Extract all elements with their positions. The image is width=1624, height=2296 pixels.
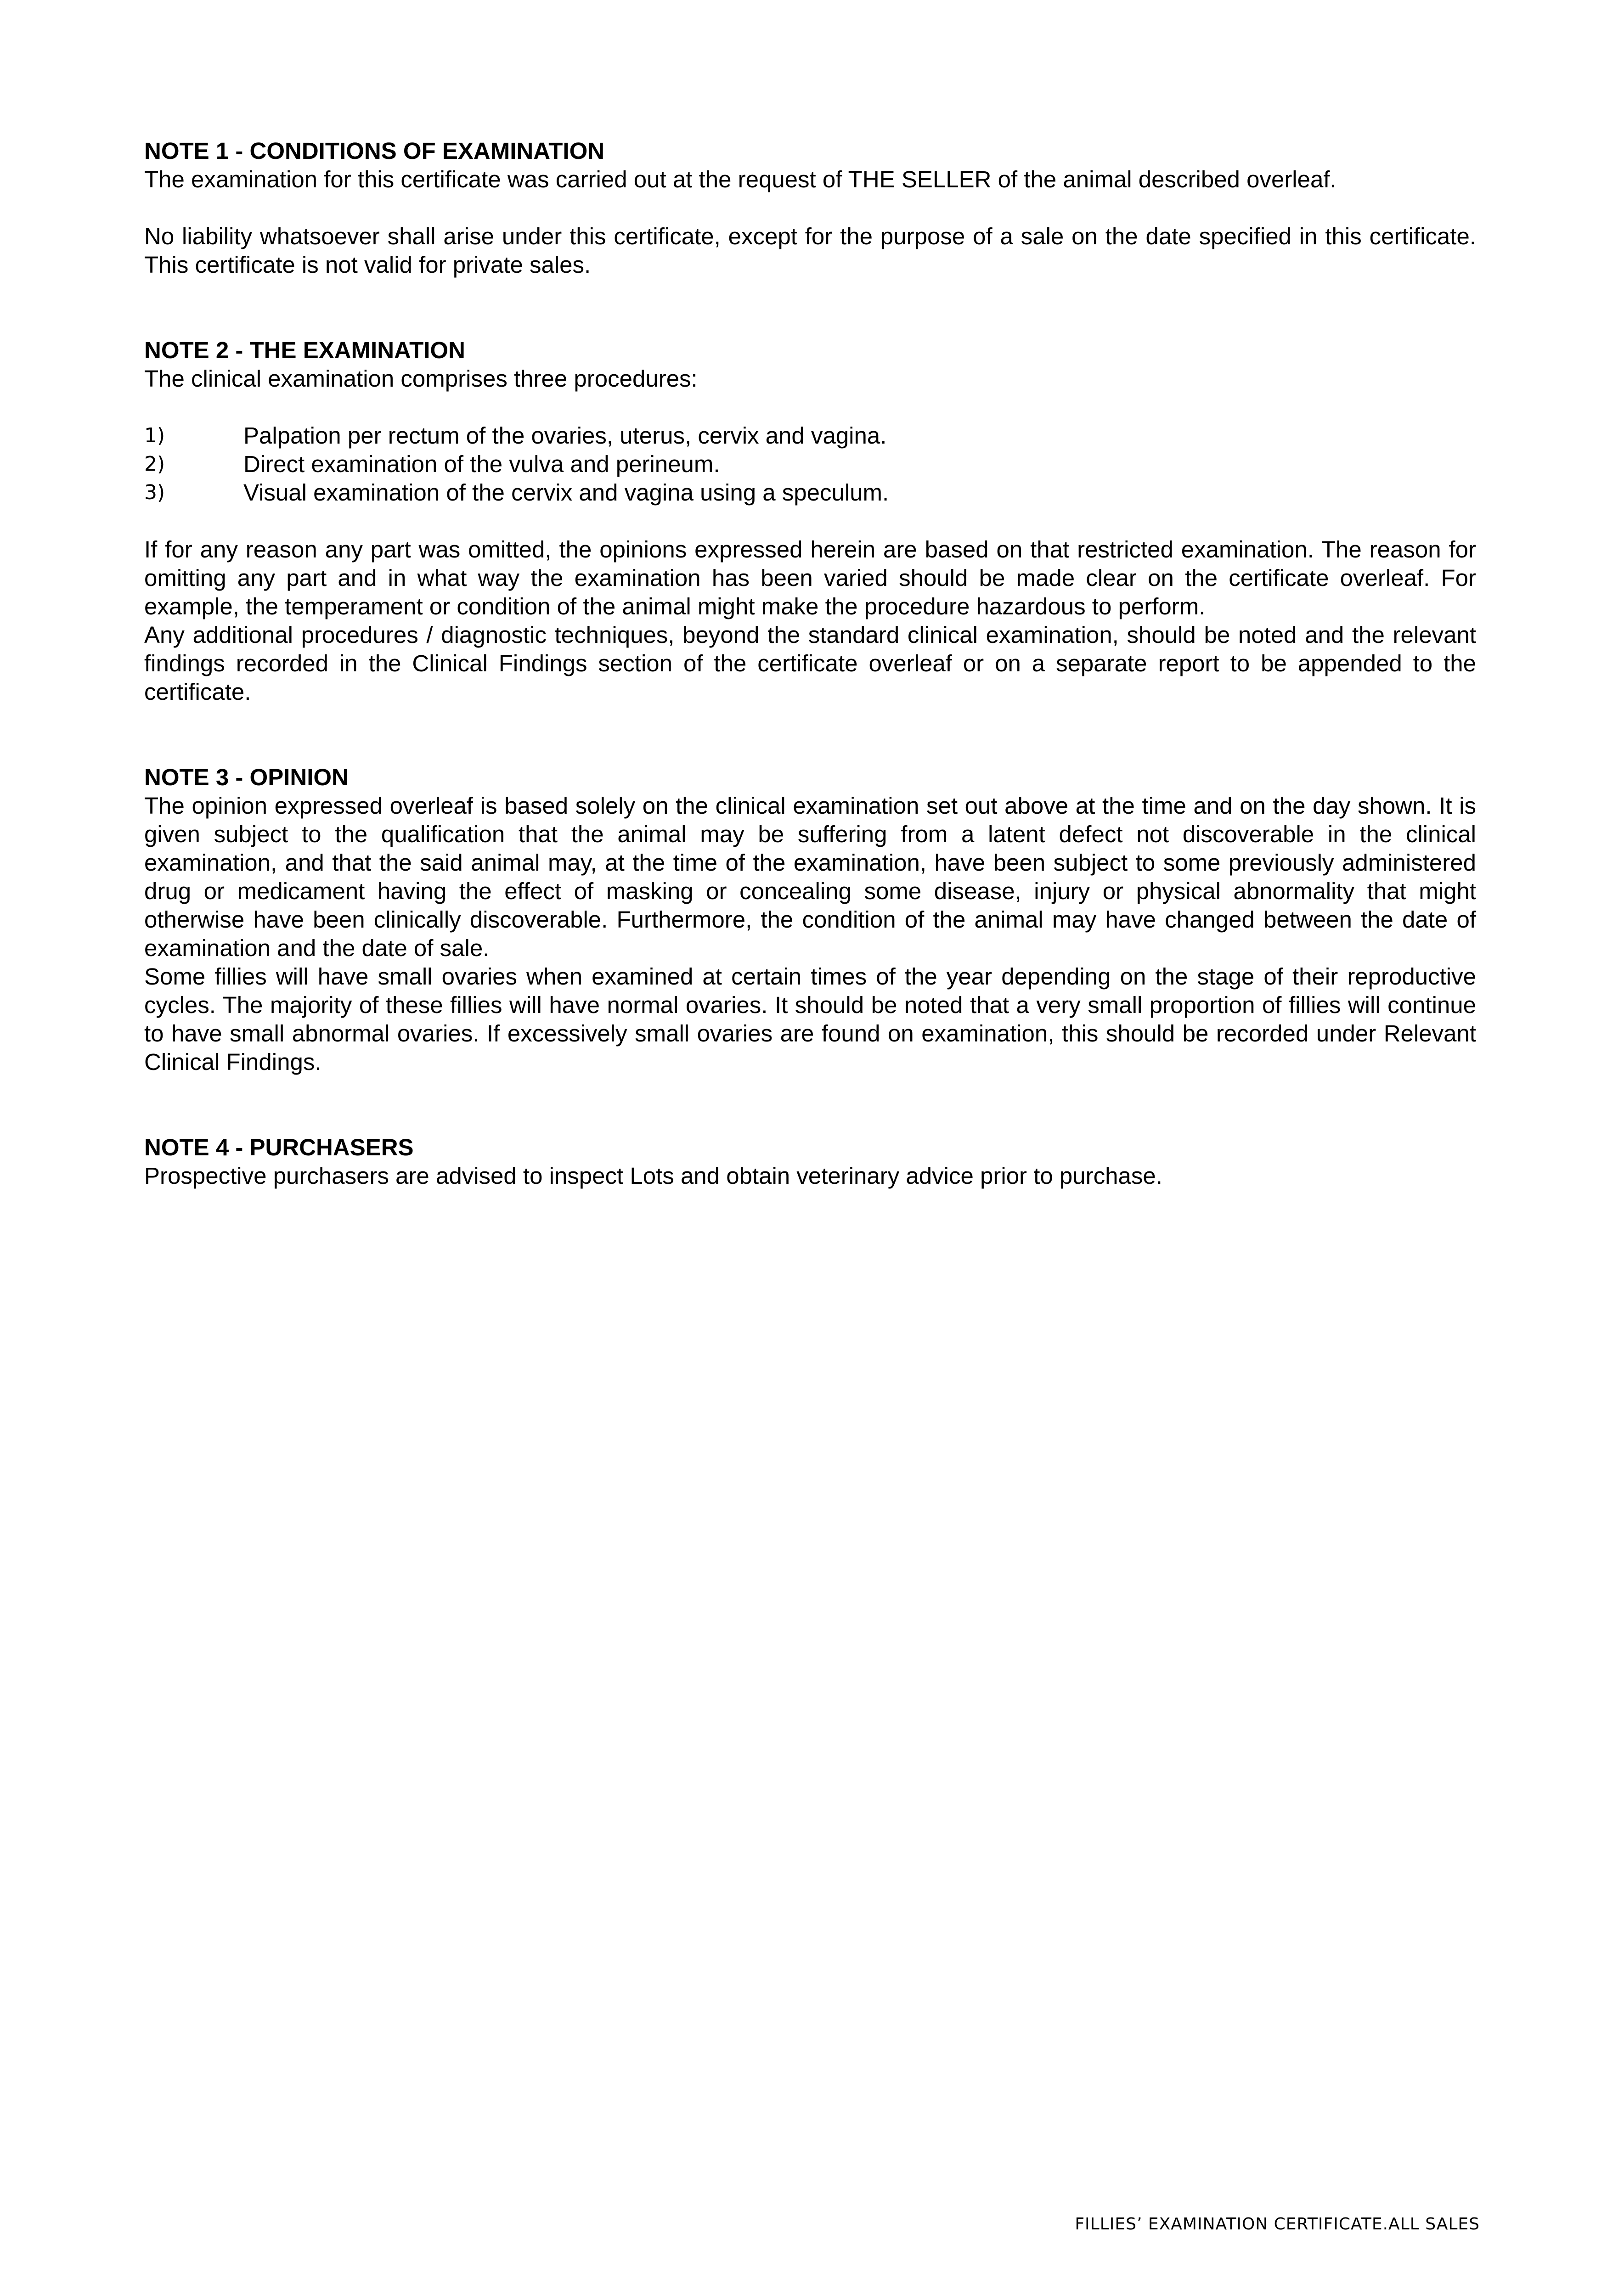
list-item — [144, 422, 1476, 450]
spacer — [144, 194, 1476, 222]
note-2-intro: The clinical examination comprises three procedures: — [144, 366, 698, 392]
note-4-title: NOTE 4 - PURCHASERS — [144, 1134, 414, 1160]
list-item-number: 3) — [144, 481, 165, 504]
note-3-paragraph-2: Some fillies will have small ovaries when examined at certain times of the year depending on the stage of their reproductive cycles. The majority of these fillies will have normal ovaries. It should be noted that a very small proportion of fillies will continue to have small abnormal ovaries. If excessively small ovaries are found on examination, this should be recorded under Relevant Clinical Findings. — [144, 963, 1476, 1075]
section-spacer — [144, 279, 1476, 336]
note-3-section — [144, 763, 1476, 1076]
list-item-number: 1) — [144, 424, 165, 447]
note-3-paragraph-1: The opinion expressed overleaf is based solely on the clinical examination set out above at the time and on the day shown. It is given subject to the qualification that the animal may be suffering from a latent defect not discoverable in the clinical examination, and that the said animal may, at the time of the examination, have been subject to some previously administered drug or medicament having the effect of masking or concealing some disease, injury or physical abnormality that might otherwise have been clinically discoverable. Furthermore, the condition of the animal may have changed between the date of examination and the date of sale. — [144, 793, 1476, 961]
list-item-text: Visual examination of the cervix and vagina using a speculum. — [243, 479, 889, 506]
note-4-section — [144, 1133, 1476, 1190]
note-1-section — [144, 137, 1476, 279]
document-body — [144, 137, 1476, 1190]
spacer — [144, 507, 1476, 535]
note-2-title: NOTE 2 - THE EXAMINATION — [144, 337, 465, 363]
list-item — [144, 450, 1476, 478]
note-2-paragraph-2: Any additional procedures / diagnostic techniques, beyond the standard clinical examination, should be noted and the relevant findings recorded in the Clinical Findings section of the certificate overleaf or on a separate report to be appended to the certificate. — [144, 622, 1476, 705]
note-2-section — [144, 336, 1476, 706]
list-item-text: Direct examination of the vulva and perineum. — [243, 451, 720, 477]
list-item-number: 2) — [144, 452, 165, 476]
note-1-paragraph-1: The examination for this certificate was carried out at the request of THE SELLER of the animal described overleaf. — [144, 166, 1336, 192]
note-4-paragraph-1: Prospective purchasers are advised to inspect Lots and obtain veterinary advice prior to purchase. — [144, 1163, 1162, 1189]
note-1-paragraph-2: No liability whatsoever shall arise under this certificate, except for the purpose of a sale on the date specified in this certificate. This certificate is not valid for private sales. — [144, 223, 1476, 278]
list-item-text: Palpation per rectum of the ovaries, uterus, cervix and vagina. — [243, 422, 887, 449]
page-footer: FILLIES’ EXAMINATION CERTIFICATE.ALL SALES — [1075, 2215, 1480, 2234]
note-2-paragraph-1: If for any reason any part was omitted, the opinions expressed herein are based on that restricted examination. The reason for omitting any part and in what way the examination has been varied should be made clear on the certificate overleaf. For example, the temperament or condition of the animal might make the procedure hazardous to perform. — [144, 536, 1476, 619]
section-spacer — [144, 706, 1476, 763]
procedure-list — [144, 422, 1476, 507]
list-item — [144, 478, 1476, 507]
section-spacer — [144, 1076, 1476, 1133]
note-3-title: NOTE 3 - OPINION — [144, 764, 349, 790]
spacer — [144, 393, 1476, 422]
note-1-title: NOTE 1 - CONDITIONS OF EXAMINATION — [144, 138, 605, 164]
